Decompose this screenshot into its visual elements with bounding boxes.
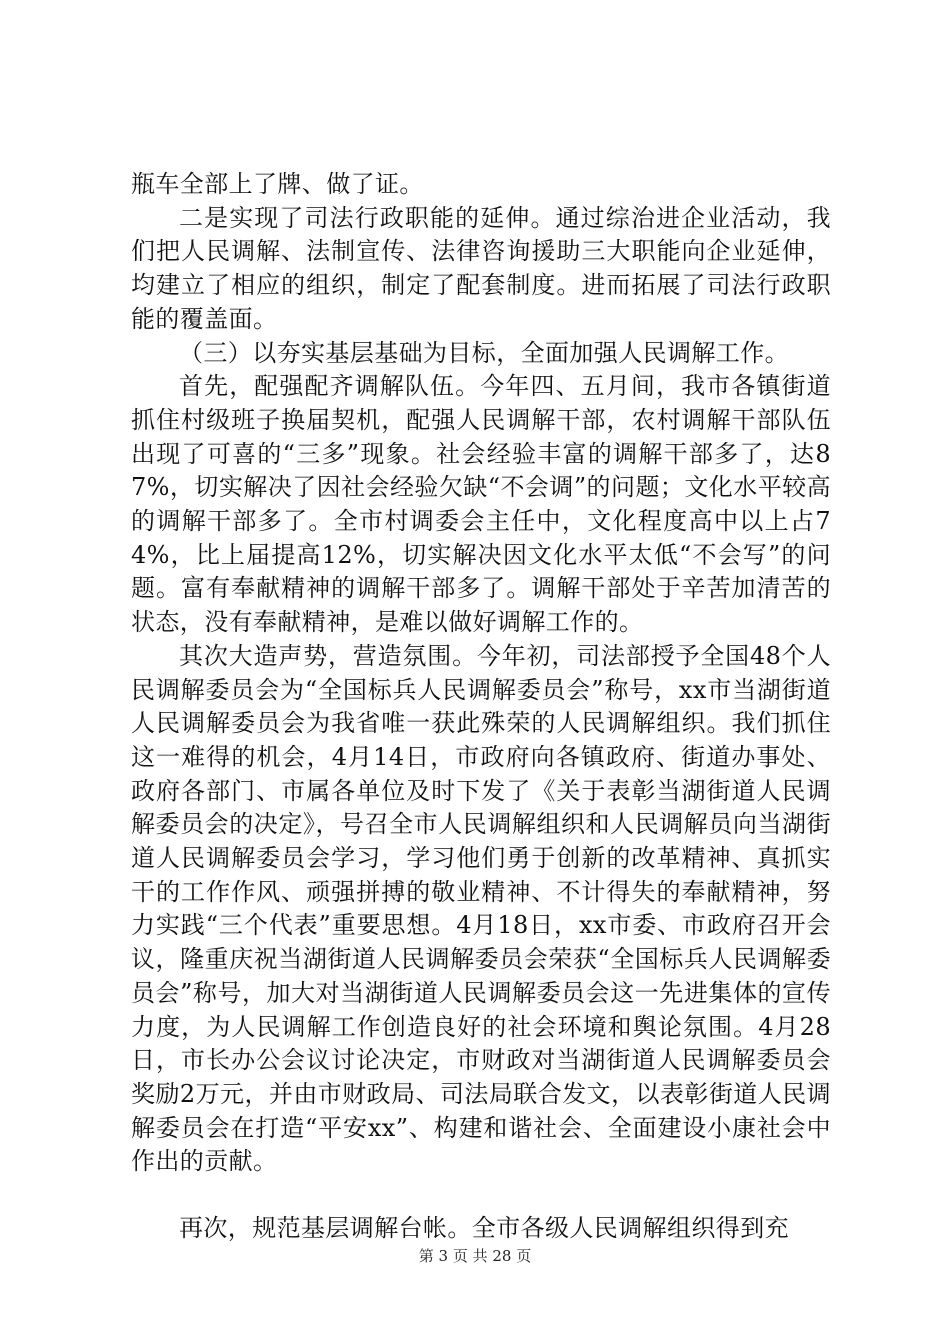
document-body [131, 168, 831, 1246]
paragraph-continuation: 瓶车全部上了牌、做了证。 [131, 170, 424, 198]
paragraph-third-ledger: 再次，规范基层调解台帐。全市各级人民调解组织得到充 [179, 1214, 789, 1243]
page-number-footer: 第 3 页 共 28 页 [418, 1247, 532, 1265]
paragraph-second-publicity: 其次大造声势，营造氛围。今年初，司法部授予全国48个人民调解委员会为“全国标兵人民调解委员会”称号，xx市当湖街道人民调解委员会为我省唯一获此殊荣的人民调解组织。我们抓住这一难得的机会，4月14日，市政府向各镇政府、街道办事处、政府各部门、市属各单位及时下发了《关于表彰当湖街道人民调解委员会的决定》，号召全市人民调解组织和人民调解员向当湖街道人民调解委员会学习，学习他们勇于创新的改革精神、真抓实干的工作作风、顽强拼搏的敬业精神、不计得失的奉献精神，努力实践“三个代表”重要思想。4月18日，xx市委、市政府召开会议，隆重庆祝当湖街道人民调解委员会荣获“全国标兵人民调解委员会”称号，加大对当湖街道人民调解委员会这一先进集体的宣传力度，为人民调解工作创造良好的社会环境和舆论氛围。4月28日，市长办公会议讨论决定，市财政对当湖街道人民调解委员会奖励2万元，并由市财政局、司法局联合发文，以表彰街道人民调解委员会在打造“平安xx”、构建和谐社会、全面建设小康社会中作出的贡献。 [131, 641, 831, 1176]
paragraph-judicial-extension: 二是实现了司法行政职能的延伸。通过综治进企业活动，我们把人民调解、法制宣传、法律咨询援助三大职能向企业延伸，均建立了相应的组织，制定了配套制度。进而拓展了司法行政职能的覆盖面。 [131, 203, 831, 333]
paragraph-first-team: 首先，配强配齐调解队伍。今年四、五月间，我市各镇街道抓住村级班子换届契机，配强人民调解干部，农村调解干部队伍出现了可喜的“三多”现象。社会经验丰富的调解干部多了，达87%，切实解决了因社会经验欠缺“不会调”的问题；文化水平较高的调解干部多了。全市村调委会主任中，文化程度高中以上占74%，比上届提高12%，切实解决因文化水平太低“不会写”的问题。富有奉献精神的调解干部多了。调解干部处于辛苦加清苦的状态，没有奉献精神，是难以做好调解工作的。 [131, 372, 831, 637]
section-heading-3: （三）以夯实基层基础为目标，全面加强人民调解工作。 [179, 338, 789, 367]
